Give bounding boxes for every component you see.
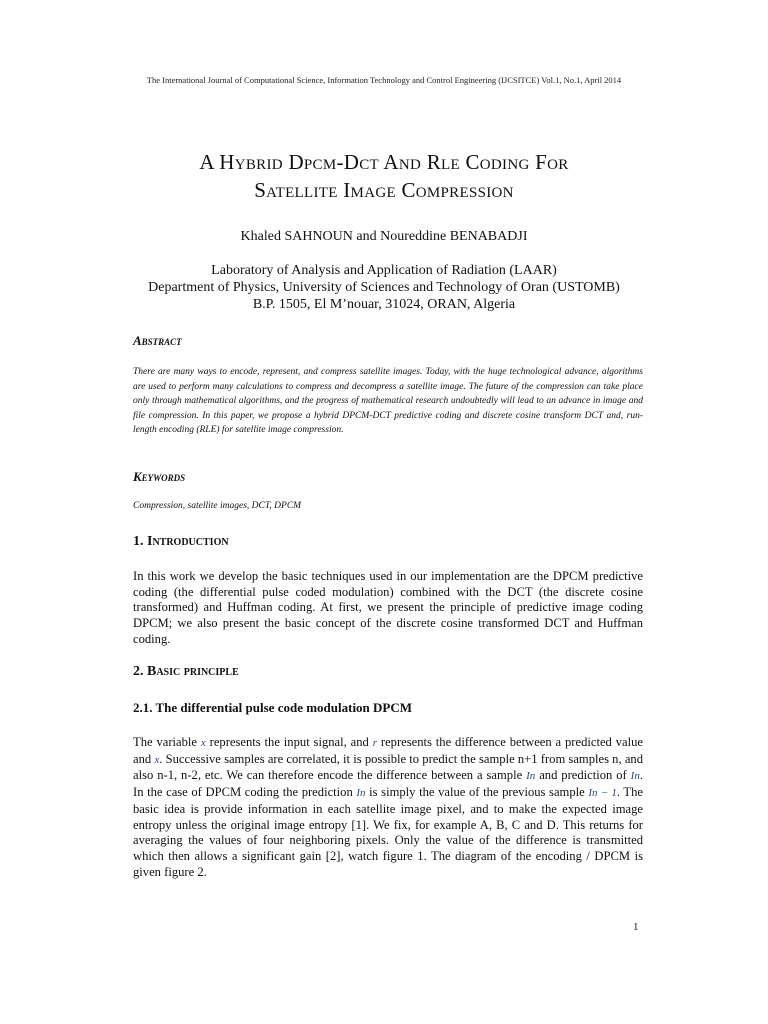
- math-symbol-in-minus-1: In − 1: [588, 787, 617, 800]
- affiliation-line: Department of Physics, University of Sciences and Technology of Oran (USTOMB): [148, 280, 620, 295]
- text-run: The variable: [133, 735, 197, 749]
- section-heading-introduction: 1. Introduction: [133, 534, 229, 549]
- paper-title: [0, 148, 768, 204]
- text-run: is simply the value of the previous sample: [369, 785, 585, 800]
- text-run: represents the input signal, and: [209, 735, 369, 749]
- math-symbol-in: In: [356, 787, 366, 800]
- dpcm-paragraph: [133, 735, 643, 880]
- authors: Khaled SAHNOUN and Noureddine BENABADJI: [240, 229, 528, 244]
- running-head: The International Journal of Computational Science, Information Technology and Control Engineering (IJCSITCE) Vol.1, No.1, April 2014: [146, 75, 622, 85]
- math-symbol-in: In: [630, 770, 640, 783]
- math-symbol-r: r: [372, 737, 377, 749]
- math-symbol-x: x: [154, 753, 160, 766]
- abstract-heading: Abstract: [133, 333, 182, 348]
- affiliation: [0, 262, 768, 313]
- title-line-1: A Hybrid Dpcm-Dct And Rle Coding For: [199, 150, 569, 174]
- text-run: . In the case of DPCM coding the prediction: [133, 768, 643, 800]
- text-run: and prediction of: [539, 768, 627, 783]
- text-run: represents the difference between a predicted value and: [133, 735, 643, 766]
- keywords-heading: Keywords: [133, 469, 186, 484]
- keywords-text: Compression, satellite images, DCT, DPCM: [133, 501, 302, 511]
- math-symbol-in: In: [526, 770, 536, 783]
- section-heading-basic-principle: 2. Basic principle: [133, 664, 239, 679]
- math-symbol-x: x: [200, 737, 206, 749]
- subsection-heading-dpcm: 2.1. The differential pulse code modulation DPCM: [133, 700, 413, 715]
- text-run: . The basic idea is provide information in each satellite image pixel, and to make the expected image entropy unless the original image entropy [1]. We fix, for example A, B, C and D. This returns for averaging the values of four neighboring pixels. Only the value of the difference is transmitted which then allows a significant gain [2], watch figure 1. The diagram of the encoding / DPCM is given figure 2.: [133, 785, 643, 879]
- affiliation-line: Laboratory of Analysis and Application of Radiation (LAAR): [211, 263, 557, 278]
- affiliation-line: B.P. 1505, El M’nouar, 31024, ORAN, Algeria: [252, 297, 516, 312]
- text-run: . Successive samples are correlated, it is possible to predict the sample n+1 from samples n, and also n-1, n-2, etc. We can therefore encode the difference between a sample: [133, 751, 644, 783]
- title-line-2: Satellite Image Compression: [254, 178, 514, 202]
- page-number: 1: [633, 921, 639, 933]
- abstract-text: There are many ways to encode, represent, and compress satellite images. Today, with the huge technological advance, algorithms are used to perform many calculations to compress and decompress a satellite image. The future of the compression can take place only through mathematical algorithms, and the progress of mathematical research undoubtedly will lead to an advance in image and file compression. In this paper, we propose a hybrid DPCM-DCT predictive coding and discrete cosine transform DCT and, run-length encoding (RLE) for satellite image compression.: [133, 367, 643, 435]
- introduction-paragraph: In this work we develop the basic techniques used in our implementation are the DPCM predictive coding (the differential pulse coded modulation) combined with the DCT (the discrete cosine transformed) and Huffman coding. At first, we present the principle of predictive image coding DPCM; we also present the basic concept of the discrete cosine transformed DCT and Huffman coding.: [133, 569, 643, 646]
